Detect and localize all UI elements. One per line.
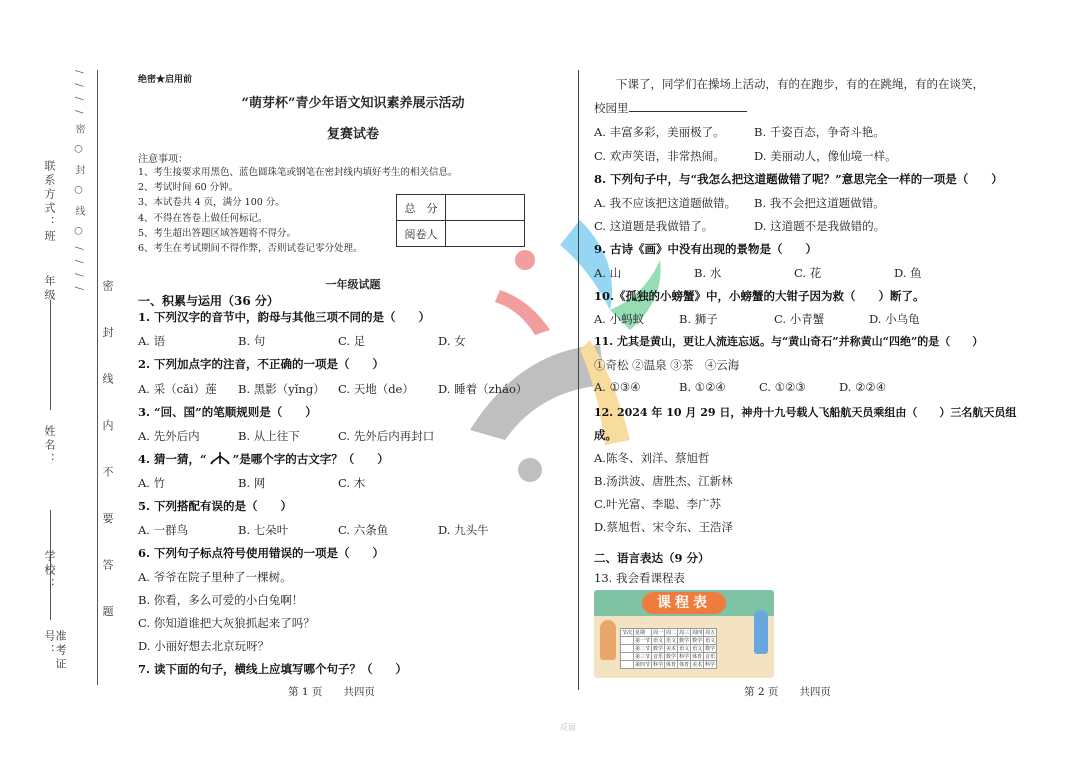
bottom-note: 反面 xyxy=(560,723,576,732)
option[interactable]: B. 句 xyxy=(238,334,266,348)
table-row: 第二节 数学 美术 语文 语文 数学 xyxy=(621,645,717,653)
exam-subtitle: 复赛试卷 xyxy=(326,127,379,142)
option[interactable]: A. 我不应该把这道题做错。 xyxy=(594,196,737,210)
option[interactable]: B. 网 xyxy=(238,476,266,490)
name-field[interactable] xyxy=(50,300,51,410)
option[interactable]: B. 千姿百态，争奇斗艳。 xyxy=(754,125,885,139)
q9-options xyxy=(594,265,1034,281)
question-2: 2. 下列加点字的注音，不正确的一项是（ ） xyxy=(138,357,385,371)
option[interactable]: B. 黑影（yǐng） xyxy=(238,382,325,396)
grade-title: 一年级试题 xyxy=(325,278,381,291)
section-1-heading: 一、积累与运用（36 分） xyxy=(138,294,279,308)
exam-title: “萌芽杯”青少年语文知识素养展示活动 xyxy=(241,96,465,111)
option[interactable]: A. 采（cǎi）莲 xyxy=(138,382,217,396)
q8-options-row-1 xyxy=(594,195,1034,211)
table-row: 第三节 音乐 数学 科学 体育 音乐 xyxy=(621,653,717,661)
option[interactable]: D.蔡旭哲、宋令东、王浩泽 xyxy=(594,520,733,534)
option[interactable]: B. 我不会把这道题做错。 xyxy=(754,196,885,210)
option[interactable]: C. 先外后内再封口 xyxy=(338,429,435,443)
notice-item: 1、考生接要求用黑色、蓝色圆珠笔或钢笔在密封线内填好考生的相关信息。 xyxy=(138,167,458,178)
option[interactable]: D. 小乌龟 xyxy=(869,312,920,326)
option[interactable]: C.叶光富、李聪、李广苏 xyxy=(594,497,722,511)
contact-label: 联系方式： xyxy=(43,160,56,230)
q7-passage-line-1: 下课了，同学们在操场上活动，有的在跑步，有的在跳绳，有的在谈笑， xyxy=(616,77,984,91)
question-2-options xyxy=(138,381,568,397)
question-3-options xyxy=(138,428,568,444)
q7-options-row-1 xyxy=(594,124,1034,140)
name-label: 姓名： xyxy=(43,425,56,467)
option[interactable]: D. 美丽动人，像仙境一样。 xyxy=(754,149,897,163)
option[interactable]: B. 从上往下 xyxy=(238,429,300,443)
option[interactable]: B. 水 xyxy=(694,266,722,280)
class-label: 班 xyxy=(43,230,56,244)
schedule-table: 节次 星期 周一 周二 周三 周四 周五 第一节 语文 语文 数学 数学 语文 第二节 数学 美术 语文 语文 数学 第三节 音乐 数学 科学 体育 音乐 第四节 科学 体育 体育 美术 科学 xyxy=(622,630,716,668)
question-5-options xyxy=(138,522,568,538)
page-divider xyxy=(578,70,579,690)
ancient-character-icon xyxy=(207,451,233,465)
question-4 xyxy=(138,451,389,467)
binding-margin xyxy=(40,70,125,690)
option[interactable]: A. 小蚂蚁 xyxy=(594,312,645,326)
question-4-options xyxy=(138,475,568,491)
seal-warning: 密 封 线 内 不 要 答 题 xyxy=(101,280,114,633)
grader-field[interactable] xyxy=(446,221,525,247)
option[interactable]: A. 一群鸟 xyxy=(138,523,189,537)
question-4-suffix: ”是哪个字的古文字？（ ） xyxy=(232,452,389,466)
option[interactable]: B. 你看，多么可爱的小白兔啊！ xyxy=(138,593,304,607)
option[interactable]: D. 这道题不是我做错的。 xyxy=(754,219,886,233)
question-11: 11. 尤其是黄山，更让人流连忘返。与“黄山奇石”并称黄山“四绝”的是（ ） xyxy=(594,335,984,348)
q8-options-row-2 xyxy=(594,218,1034,234)
page-2-footer: 第 2 页 共四页 xyxy=(744,686,831,698)
question-9: 9. 古诗《画》中没有出现的景物是（ ） xyxy=(594,242,818,256)
option[interactable]: D. 鱼 xyxy=(894,266,922,280)
notice-item: 3、本试卷共 4 页，满分 100 分。 xyxy=(138,197,285,209)
option[interactable]: C. 足 xyxy=(338,334,366,348)
secret-mark: 绝密★启用前 xyxy=(138,75,193,85)
option[interactable]: B. ①②④ xyxy=(679,380,726,394)
notice-item: 6、考生在考试期间不得作弊，否则试卷记零分处理。 xyxy=(138,243,363,255)
option[interactable]: D. 女 xyxy=(438,334,466,348)
option[interactable]: C. ①②③ xyxy=(759,380,806,394)
option[interactable]: D. ②②④ xyxy=(839,380,887,394)
option[interactable]: B.汤洪波、唐胜杰、江新林 xyxy=(594,474,733,488)
option[interactable]: A. 丰富多彩，美丽极了。 xyxy=(594,125,725,139)
total-score-field[interactable] xyxy=(446,195,525,221)
option[interactable]: B. 七朵叶 xyxy=(238,523,289,537)
table-row: 第一节 语文 语文 数学 数学 语文 xyxy=(621,637,717,645)
notice-item: 2、考试时间 60 分钟。 xyxy=(138,182,239,194)
question-5: 5. 下列搭配有误的是（ ） xyxy=(138,499,293,513)
question-1-options xyxy=(138,333,568,349)
question-1: 1. 下列汉字的音节中，韵母与其他三项不同的是（ ） xyxy=(138,310,431,324)
notice-item: 5、考生超出答题区域答题将不得分。 xyxy=(138,227,297,239)
notice-title: 注意事项： xyxy=(138,154,188,165)
q7-passage-line-2: 校园里 xyxy=(594,100,747,116)
question-4-prefix: 4. 猜一猜，“ xyxy=(138,452,207,466)
option[interactable]: D. 九头牛 xyxy=(438,523,489,537)
option[interactable]: A. 爷爷在院子里种了一棵树。 xyxy=(138,570,292,584)
q11-options xyxy=(594,380,1034,396)
grade-label: 年级 xyxy=(43,275,56,303)
option[interactable]: C. 这道题是我做错了。 xyxy=(594,219,714,233)
section-2-heading: 二、语言表达（9 分） xyxy=(594,551,710,565)
table-row: 第四节 科学 体育 体育 美术 科学 xyxy=(621,661,717,669)
q7-options-row-2 xyxy=(594,148,1034,164)
question-6: 6. 下列句子标点符号使用错误的一项是（ ） xyxy=(138,546,385,560)
admission-number-label: 准考证号： xyxy=(43,630,67,672)
option[interactable]: C. 天地（de） xyxy=(338,382,414,396)
option[interactable]: C. 欢声笑语，非常热闹。 xyxy=(594,149,725,163)
kid-illustration-icon xyxy=(754,610,768,654)
page-2 xyxy=(594,70,1034,710)
question-10: 10.《孤独的小螃蟹》中，小螃蟹的大钳子因为救（ ）断了。 xyxy=(594,289,925,303)
total-score-label: 总 分 xyxy=(397,195,446,221)
page-1-footer: 第 1 页 共四页 xyxy=(288,686,375,698)
option[interactable]: C. 你知道谁把大灰狼抓起来了吗？ xyxy=(138,616,315,630)
page-1 xyxy=(138,70,568,710)
option[interactable]: A. 语 xyxy=(138,334,166,348)
q10-options xyxy=(594,311,1034,327)
option[interactable]: C. 小青蟹 xyxy=(774,312,825,326)
schedule-image xyxy=(594,590,774,678)
option[interactable]: C. 六条鱼 xyxy=(338,523,389,537)
question-8: 8. 下列句子中，与“我怎么把这道题做错了呢？”意思完全一样的一项是（ ） xyxy=(594,172,1003,186)
question-12-line-1: 12. 2024 年 10 月 29 日，神舟十九号载人飞船航天员乘组由（ ）三名航天员组 xyxy=(594,406,1017,419)
option[interactable]: A. ①③④ xyxy=(594,380,641,394)
school-label: 学校： xyxy=(43,550,56,592)
question-7: 7. 读下面的句子，横线上应填写哪个句子？（ ） xyxy=(138,662,408,676)
seal-line-text: ////密○封○线○//// xyxy=(73,70,84,300)
question-3: 3. “回、国”的笔顺规则是（ ） xyxy=(138,405,317,419)
question-13: 13. 我会看课程表 xyxy=(594,571,685,585)
question-12-line-2: 成。 xyxy=(594,428,617,442)
kid-illustration-icon xyxy=(600,620,616,660)
option[interactable]: A. 竹 xyxy=(138,476,166,490)
option[interactable]: C. 花 xyxy=(794,266,822,280)
option[interactable]: D. 小丽好想去北京玩呀？ xyxy=(138,639,270,653)
option[interactable]: A. 先外后内 xyxy=(138,429,200,443)
option[interactable]: C. 木 xyxy=(338,476,366,490)
option[interactable]: A.陈冬、刘洋、蔡旭哲 xyxy=(594,451,710,465)
score-table xyxy=(396,194,525,247)
option[interactable]: D. 睡着（zháo） xyxy=(438,382,528,396)
q7-answer-blank[interactable] xyxy=(629,101,747,112)
notice-item: 4、不得在答卷上做任何标记。 xyxy=(138,212,268,224)
option[interactable]: B. 狮子 xyxy=(679,312,718,326)
grader-label: 阅卷人 xyxy=(397,221,446,247)
schedule-title: 课程表 xyxy=(642,592,726,614)
binding-divider-line xyxy=(97,70,98,685)
q11-items: ①奇松 ②温泉 ③茶 ④云海 xyxy=(594,358,740,372)
option[interactable]: A. 山 xyxy=(594,266,622,280)
